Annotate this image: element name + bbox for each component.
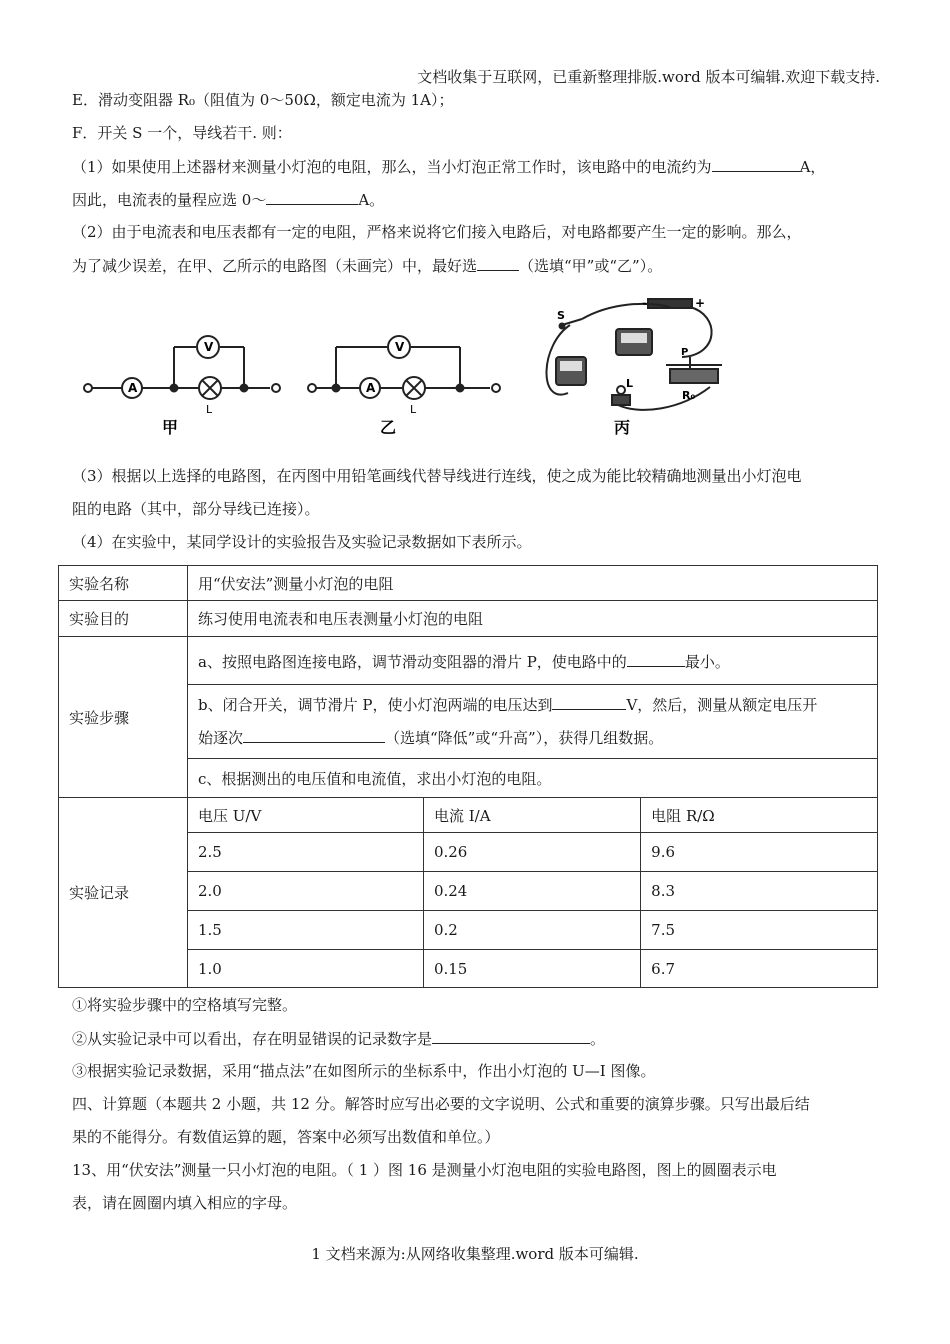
yi-voltmeter-label: V [395, 340, 405, 354]
q1-blank-current[interactable] [712, 154, 800, 172]
cell-resistance: 8.3 [641, 872, 878, 911]
yi-lamp-label: L [410, 403, 417, 416]
question-2-line-1: （2）由于电流表和电压表都有一定的电阻，严格来说将它们接入电路后，对电路都要产生一定的影响。那么， [72, 223, 802, 241]
question-4-line-1: （4）在实验中，某同学设计的实验报告及实验记录数据如下表所示。 [72, 533, 532, 551]
report-purpose-label: 实验目的 [59, 601, 188, 637]
question-1-line-1 [72, 154, 882, 179]
item-e: E．滑动变阻器 R₀（阻值为 0～50Ω，额定电流为 1A）； [72, 91, 454, 109]
item-f: F．开关 S 一个，导线若干. 则： [72, 124, 292, 142]
jia-voltmeter-label: V [204, 340, 214, 354]
cell-current: 0.26 [423, 833, 640, 872]
experiment-report-table [58, 565, 878, 988]
step-b-text: b、闭合开关，调节滑片 P，使小灯泡两端的电压达到 [198, 695, 553, 714]
report-steps-label: 实验步骤 [59, 637, 188, 798]
jia-ammeter-label: A [128, 381, 138, 395]
step-a-text-end: 最小。 [684, 653, 730, 671]
sub-question-3: ③根据实验记录数据，采用“描点法”在如图所示的坐标系中，作出小灯泡的 U—I 图像。 [72, 1062, 656, 1080]
question-1-line-2 [72, 187, 882, 212]
bing-switch-label: S [557, 309, 565, 322]
column-header-voltage: 电压 U/V [188, 798, 424, 833]
switch-icon [562, 319, 582, 325]
circuit-bing [546, 299, 722, 410]
q1-text-d: A。 [358, 191, 385, 209]
column-header-current: 电流 I/A [423, 798, 640, 833]
step-b-text-3: 始逐次 [198, 728, 244, 747]
rheostat-icon [670, 369, 718, 383]
report-step-a [188, 637, 878, 685]
circuit-jia [84, 336, 280, 399]
report-name-label: 实验名称 [59, 566, 188, 601]
bing-terminal-pos: + [695, 296, 706, 310]
cell-resistance: 6.7 [641, 950, 878, 988]
report-step-c: c、根据测出的电压值和电流值，求出小灯泡的电阻。 [188, 759, 878, 798]
cell-voltage: 2.0 [188, 872, 424, 911]
cell-current: 0.2 [423, 911, 640, 950]
lamp-holder-icon [612, 395, 630, 405]
step-b-text-2: V，然后，测量从额定电压开 [626, 695, 818, 714]
table-row [59, 566, 878, 601]
q2-text-a: 为了减少误差，在甲、乙所示的电路图（未画完）中，最好选 [72, 257, 478, 275]
question-3-line-1: （3）根据以上选择的电路图，在丙图中用铅笔画线代替导线进行连线，使之成为能比较精确地测量出小灯泡电 [72, 467, 802, 485]
question-13-line-2: 表，请在圆圈内填入相应的字母。 [72, 1194, 298, 1212]
report-step-b [188, 685, 878, 759]
bing-rheostat-label: R₀ [682, 389, 696, 402]
report-name-value: 用“伏安法”测量小灯泡的电阻 [188, 566, 878, 601]
cell-current: 0.24 [423, 872, 640, 911]
page-footer: 1 文档来源为:从网络收集整理.word 版本可编辑. [311, 1245, 639, 1263]
step-b-blank-direction[interactable] [243, 725, 385, 743]
q1-text-a: （1）如果使用上述器材来测量小灯泡的电阻，那么，当小灯泡正常工作时，该电路中的电流约为 [72, 158, 712, 176]
table-row [59, 601, 878, 637]
bing-slider-label: P [681, 347, 689, 358]
jia-caption: 甲 [162, 418, 179, 437]
bing-caption: 丙 [614, 418, 631, 437]
question-13-line-1: 13、用“伏安法”测量一只小灯泡的电阻。（ 1 ）图 16 是测量小灯泡电阻的实验电路图，图上的圆圈表示电 [72, 1161, 777, 1179]
q2-blank-choice[interactable] [477, 253, 519, 271]
question-2-line-2 [72, 253, 882, 278]
jia-lamp-label: L [206, 403, 213, 416]
table-row [59, 798, 878, 833]
section-4-line-1: 四、计算题（本题共 2 小题，共 12 分。解答时应写出必要的文字说明、公式和重要的演算步骤。只写出最后结 [72, 1095, 810, 1113]
bing-lamp-label: L [626, 377, 634, 390]
section-4-line-2: 果的不能得分。有数值运算的题，答案中必须写出数值和单位。） [72, 1128, 500, 1146]
subq-2-end: 。 [590, 1030, 606, 1048]
question-3-line-2: 阻的电路（其中，部分导线已连接）。 [72, 500, 320, 518]
q2-text-b: （选填“甲”或“乙”）。 [519, 257, 663, 275]
cell-resistance: 9.6 [641, 833, 878, 872]
sub-question-2 [72, 1026, 882, 1051]
yi-ammeter-label: A [366, 381, 376, 395]
step-b-blank-voltage[interactable] [552, 692, 626, 710]
report-purpose-value: 练习使用电流表和电压表测量小灯泡的电阻 [188, 601, 878, 637]
circuit-figures [70, 295, 770, 445]
step-b-text-4: （选填“降低”或“升高”），获得几组数据。 [385, 728, 664, 747]
q1-blank-range[interactable] [266, 187, 358, 205]
cell-voltage: 1.0 [188, 950, 424, 988]
cell-voltage: 2.5 [188, 833, 424, 872]
q1-text-c: 因此，电流表的量程应选 0～ [72, 191, 267, 209]
cell-current: 0.15 [423, 950, 640, 988]
bing-terminal-neg: - [642, 296, 647, 310]
header-note: 文档收集于互联网，已重新整理排版.word 版本可编辑.欢迎下载支持. [417, 68, 880, 86]
cell-voltage: 1.5 [188, 911, 424, 950]
subq-2-text: ②从实验记录中可以看出，存在明显错误的记录数字是 [72, 1030, 433, 1048]
step-a-blank[interactable] [627, 649, 685, 667]
yi-caption: 乙 [380, 418, 397, 437]
cell-resistance: 7.5 [641, 911, 878, 950]
sub-question-1: ①将实验步骤中的空格填写完整。 [72, 996, 298, 1014]
report-record-label: 实验记录 [59, 798, 188, 988]
q1-text-b: A， [799, 158, 826, 176]
subq-2-blank[interactable] [432, 1026, 590, 1044]
column-header-resistance: 电阻 R/Ω [641, 798, 878, 833]
table-row [59, 637, 878, 685]
step-a-text: a、按照电路图连接电路，调节滑动变阻器的滑片 P，使电路中的 [198, 653, 627, 671]
